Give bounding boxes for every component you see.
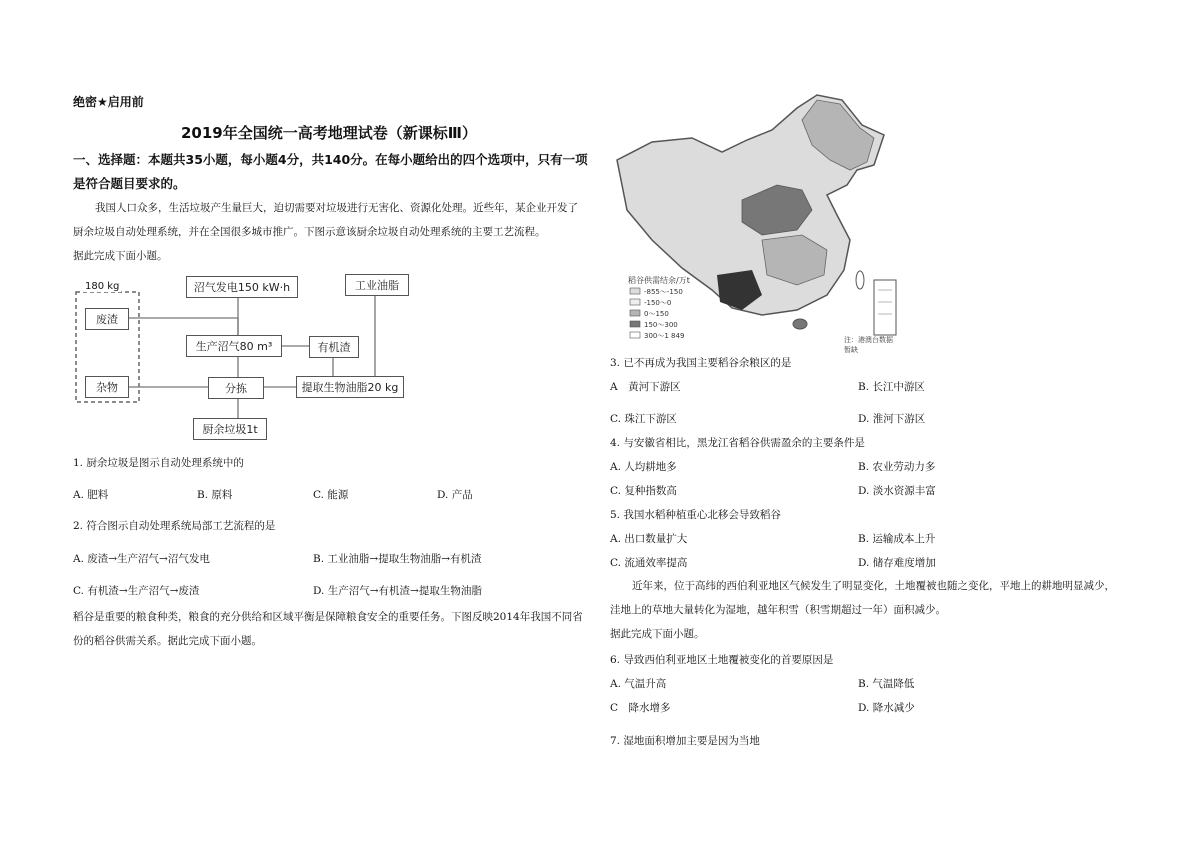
passage-rice [73,605,613,653]
q1-option-b[interactable]: B. 原料 [197,489,233,501]
box-industrial-oil: 工业油脂 [345,274,409,296]
passage-line: 据此完成下面小题。 [73,250,168,262]
legend-item: -855～-150 [644,288,683,296]
page-title: 2019年全国统一高考地理试卷（新课标Ⅲ） [181,124,477,142]
q6-option-c[interactable]: C 降水增多 [610,702,671,714]
box-produce-biogas: 生产沼气80 m³ [186,335,282,357]
map-legend-swatches [630,288,640,338]
section-heading [73,148,593,196]
q2-option-a[interactable]: A. 废渣→生产沼气→沼气发电 [73,553,210,565]
q1-option-a[interactable]: A. 肥料 [73,489,109,501]
q2-option-d[interactable]: D. 生产沼气→有机渣→提取生物油脂 [313,585,482,597]
passage-waste [73,196,603,268]
question-7-stem: 7. 湿地面积增加主要是因为当地 [610,735,760,747]
secret-label: 绝密★启用前 [73,95,144,109]
q4-option-a[interactable]: A. 人均耕地多 [610,461,677,473]
legend-item: 150～300 [644,321,678,329]
map-note: 注：港澳台数据暂缺 [844,336,893,354]
box-sorting: 分拣 [208,377,264,399]
passage-line: 近年来，位于高纬的西伯利亚地区气候发生了明显变化，土地覆被也随之变化，平地上的耕地明显减少， [632,580,1115,592]
question-6-stem: 6. 导致西伯利亚地区土地覆被变化的首要原因是 [610,654,834,666]
question-4-stem: 4. 与安徽省相比，黑龙江省稻谷供需盈余的主要条件是 [610,437,865,449]
q5-option-b[interactable]: B. 运输成本上升 [858,533,936,545]
q6-option-b[interactable]: B. 气温降低 [858,678,915,690]
legend-item: 300～1 849 [644,332,685,340]
q1-option-d[interactable]: D. 产品 [437,489,473,501]
box-kitchen-waste: 厨余垃圾1t [193,418,267,440]
box-organic-residue: 有机渣 [309,336,359,358]
question-1-stem: 1. 厨余垃圾是图示自动处理系统中的 [73,457,244,469]
question-5-stem: 5. 我国水稻种植重心北移会导致稻谷 [610,509,781,521]
q2-option-b[interactable]: B. 工业油脂→提取生物油脂→有机渣 [313,553,482,565]
passage-siberia [610,574,1130,646]
q4-option-c[interactable]: C. 复种指数高 [610,485,677,497]
q5-option-a[interactable]: A. 出口数量扩大 [610,533,688,545]
q6-option-d[interactable]: D. 降水减少 [858,702,915,714]
box-sundries: 杂物 [85,376,129,398]
q4-option-d[interactable]: D. 淡水资源丰富 [858,485,936,497]
box-biogas-power: 沼气发电150 kW·h [186,276,298,298]
q3-option-c[interactable]: C. 珠江下游区 [610,413,677,425]
q3-option-d[interactable]: D. 淮河下游区 [858,413,926,425]
question-3-stem: 3. 已不再成为我国主要稻谷余粮区的是 [610,357,792,369]
q5-option-c[interactable]: C. 流通效率提高 [610,557,688,569]
passage-line: 厨余垃圾自动处理系统，并在全国很多城市推广。下图示意该厨余垃圾自动处理系统的主要工艺流程。 [73,226,546,238]
map-legend-title: 稻谷供需结余/万t [628,276,690,285]
q2-option-c[interactable]: C. 有机渣→生产沼气→废渣 [73,585,200,597]
passage-line: 洼地上的草地大量转化为湿地，越年积雪（积雪期超过一年）面积减少。 [610,604,946,616]
map-legend [644,287,684,342]
box-extract-oil: 提取生物油脂20 kg [296,376,404,398]
q4-option-b[interactable]: B. 农业劳动力多 [858,461,936,473]
legend-item: -150～0 [644,299,672,307]
passage-line: 份的稻谷供需关系。据此完成下面小题。 [73,635,262,647]
q1-option-c[interactable]: C. 能源 [313,489,349,501]
process-flow-diagram [73,270,413,445]
section-heading-line2: 是符合题目要求的。 [73,176,186,191]
q5-option-d[interactable]: D. 储存难度增加 [858,557,936,569]
section-heading-line1: 一、选择题：本题共35小题，每小题4分，共140分。在每小题给出的四个选项中，只有一项 [73,152,588,167]
china-rice-map [612,90,897,354]
q3-option-a[interactable]: A 黄河下游区 [610,381,681,393]
passage-line: 稻谷是重要的粮食种类，粮食的充分供给和区域平衡是保障粮食安全的重要任务。下图反映2014年我国不同省 [73,611,583,623]
legend-item: 0～150 [644,310,669,318]
q3-option-b[interactable]: B. 长江中游区 [858,381,925,393]
dashed-group-label: 180 kg [85,281,120,292]
box-waste-residue: 废渣 [85,308,129,330]
question-2-stem: 2. 符合图示自动处理系统局部工艺流程的是 [73,520,276,532]
passage-line: 我国人口众多，生活垃圾产生量巨大，迫切需要对垃圾进行无害化、资源化处理。近些年，某企业开发了 [95,202,578,214]
passage-line: 据此完成下面小题。 [610,628,705,640]
q6-option-a[interactable]: A. 气温升高 [610,678,667,690]
